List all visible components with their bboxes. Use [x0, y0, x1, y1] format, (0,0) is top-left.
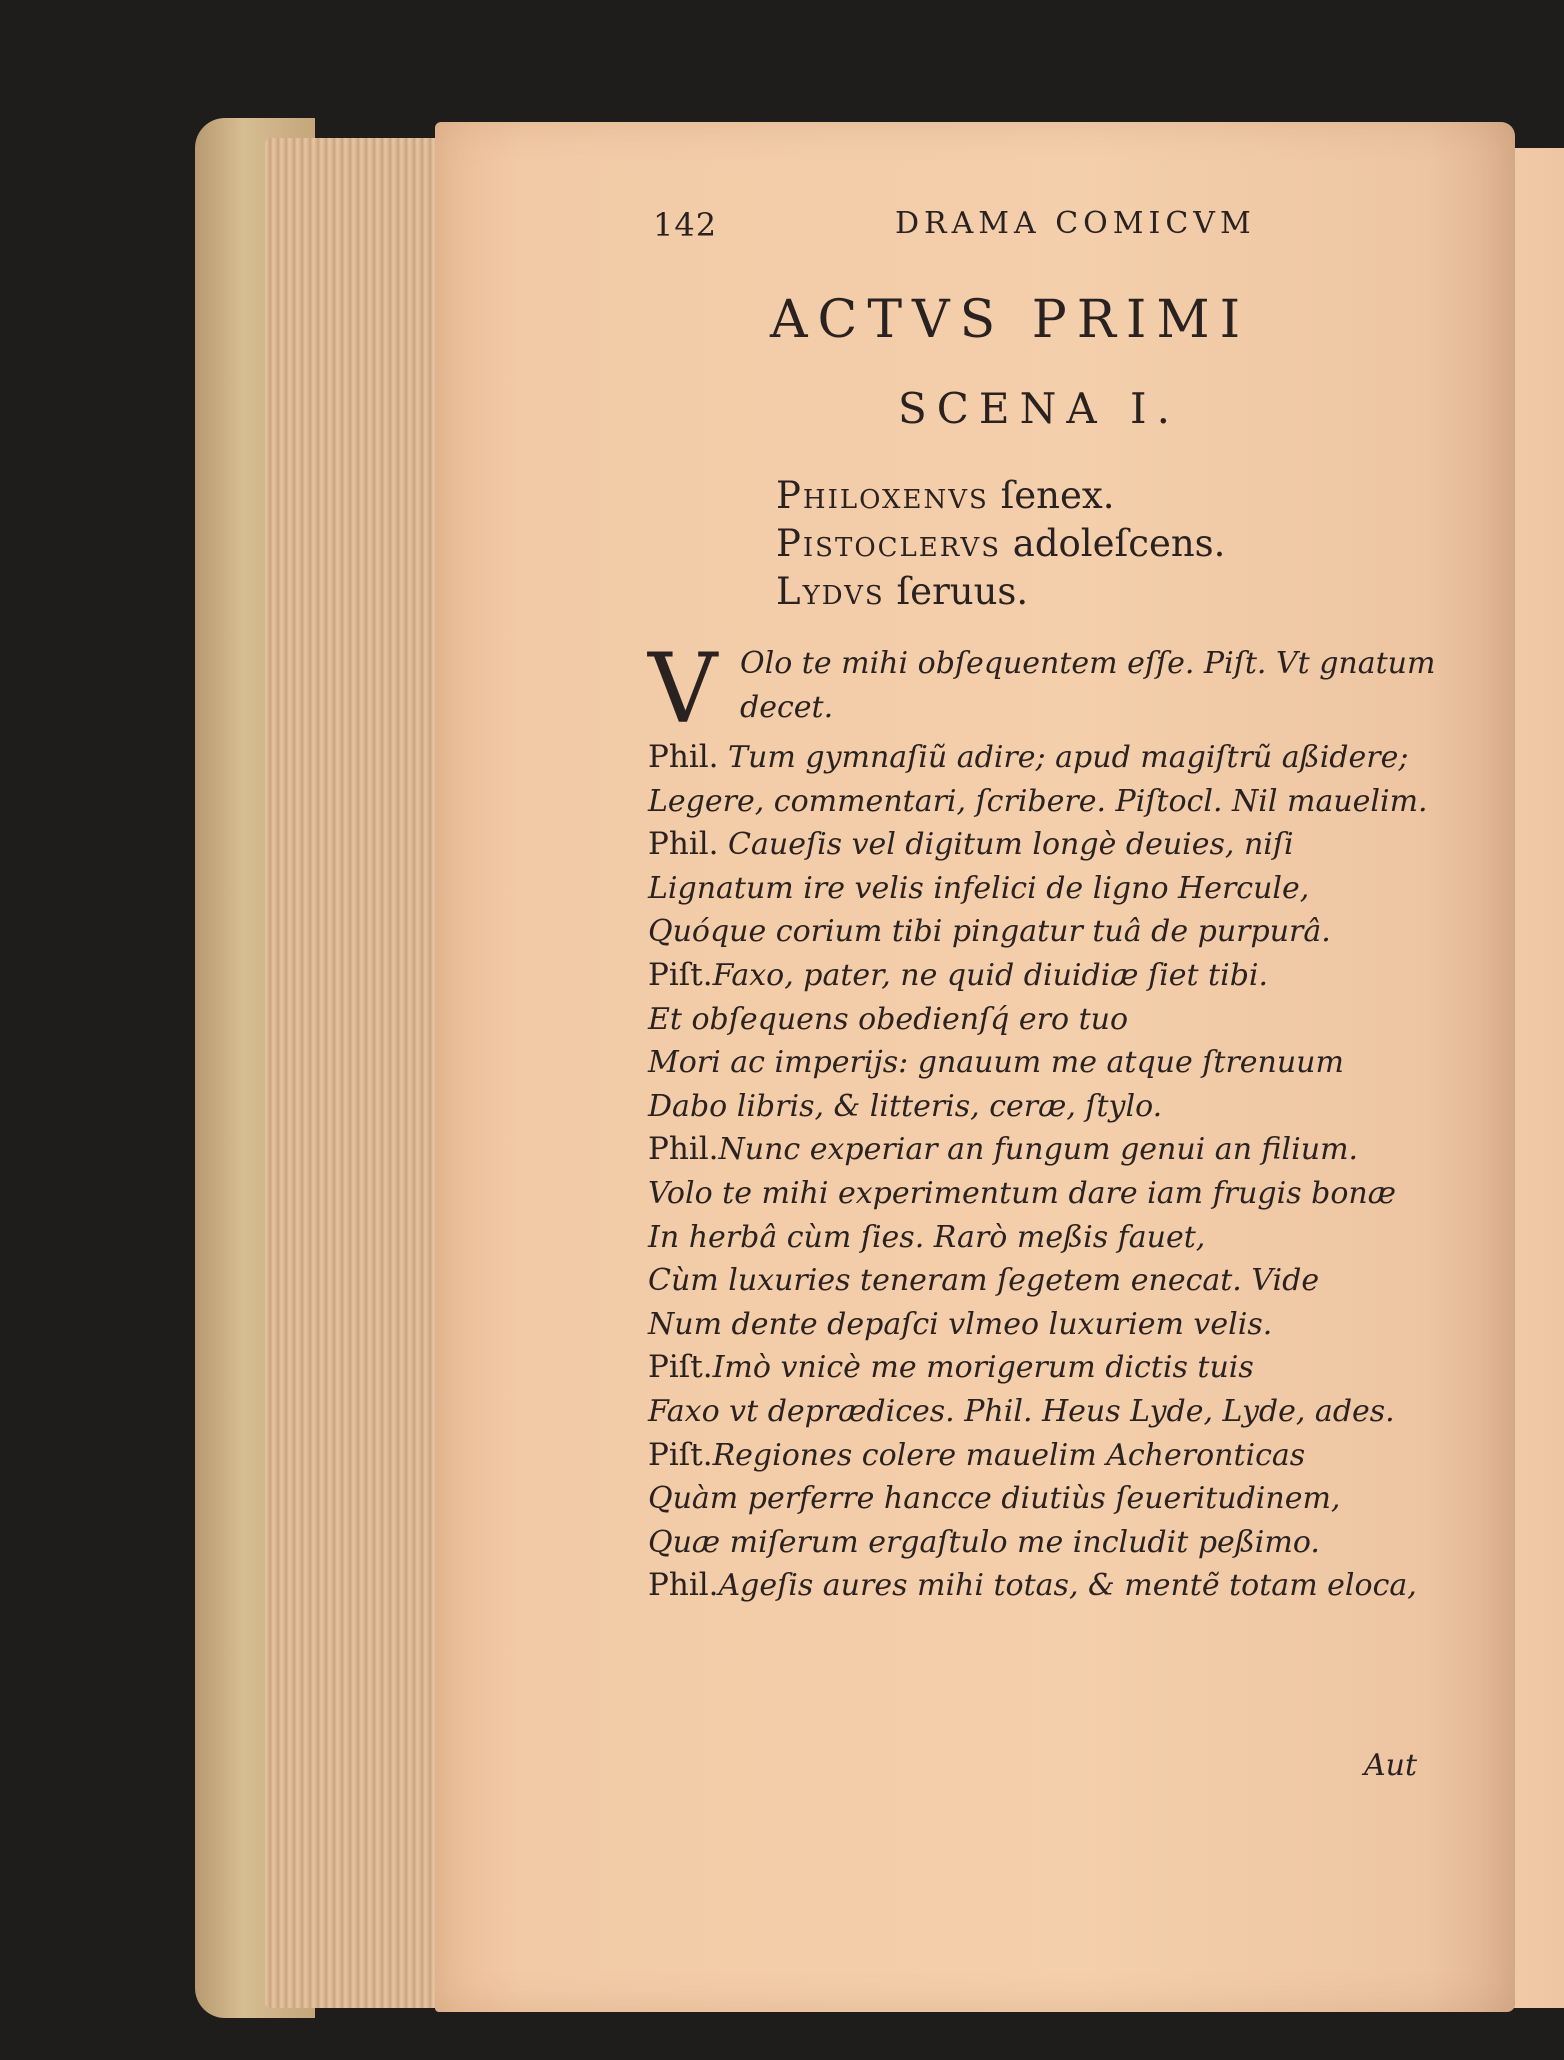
verse-line	[648, 823, 1428, 867]
dramatis-personae	[776, 472, 1225, 616]
page-number: 142	[653, 206, 718, 244]
speaker-label: Piſt.	[648, 1349, 713, 1386]
verse-line	[648, 910, 1428, 954]
line-text: Dabo libris, & litteris, ceræ, ſtylo.	[648, 1088, 1163, 1124]
scene-heading: SCENA I.	[898, 384, 1180, 433]
persona-role: adoleſcens.	[1012, 522, 1226, 565]
verse-line	[648, 1172, 1428, 1216]
catchword: Aut	[1364, 1748, 1418, 1783]
line-text: Faxo vt deprædices. Phil. Heus Lyde, Lyde, ades.	[648, 1393, 1395, 1429]
speaker-label: Phil.	[648, 826, 719, 863]
line-text: Quæ miſerum ergaſtulo me includit peßimo.	[648, 1524, 1320, 1560]
persona-name: Pistoclervs	[776, 522, 1002, 565]
line-text: Faxo, pater, ne quid diuidiæ ſiet tibi.	[712, 957, 1269, 993]
speaker-label: Phil.	[648, 1131, 719, 1168]
line-text: Imò vnicè me morigerum dictis tuis	[712, 1350, 1254, 1386]
persona	[776, 520, 1225, 568]
line-text: Cùm luxuries teneram ſegetem enecat. Vide	[648, 1263, 1320, 1299]
verse-line	[648, 1085, 1428, 1129]
persona-role: ſenex.	[1000, 474, 1115, 517]
line-text: Volo te mihi experimentum dare iam frugis bonæ	[648, 1175, 1396, 1211]
line-text: Et obſequens obedienſq́ ero tuo	[648, 1001, 1129, 1037]
act-heading: ACTVS PRIMI	[770, 290, 1251, 350]
line-text: Legere, commentari, ſcribere. Piſtocl. Nil mauelim.	[648, 783, 1428, 819]
verse-line	[648, 954, 1428, 998]
page-stack-edge	[265, 138, 445, 2008]
verse-line	[648, 1259, 1428, 1303]
verse-line	[648, 1477, 1428, 1521]
line-text: Lignatum ire velis infelici de ligno Hercule,	[648, 870, 1310, 906]
speaker-label: Phil.	[648, 739, 719, 775]
running-title: DRAMA COMICVM	[895, 206, 1256, 241]
verse-line	[648, 1390, 1428, 1434]
line-text: Quàm perferre hancce diutiùs ſeueritudinem,	[648, 1481, 1341, 1517]
line-text: Mori ac imperijs: gnauum me atque ſtrenuum	[648, 1045, 1344, 1081]
line-text: Ageſis aures mihi totas, & mentẽ totam eloca,	[718, 1568, 1417, 1604]
speaker-label: Piſt.	[648, 956, 713, 993]
verse-line	[648, 780, 1428, 824]
verse-line	[648, 1346, 1428, 1390]
line-text: Quóque corium tibi pingatur tuâ de purpurâ.	[648, 914, 1331, 950]
verse-line	[648, 1564, 1428, 1608]
drop-cap: V	[648, 633, 718, 745]
verse-line	[648, 1041, 1428, 1085]
line-text: In herbâ cùm ſies. Rarò meßis fauet,	[648, 1219, 1206, 1255]
persona-name: Philoxenvs	[776, 474, 989, 517]
running-head	[653, 206, 1293, 256]
persona	[776, 568, 1225, 616]
first-line: Olo te mihi obſequentem eſſe. Piſt. Vt gnatum	[740, 646, 1436, 681]
verse-line	[648, 736, 1428, 780]
first-line-continuation: decet.	[740, 690, 834, 725]
persona-name: Lydvs	[776, 570, 885, 613]
line-text: Caueſis vel digitum longè deuies, niſi	[718, 827, 1294, 863]
verse-line	[648, 867, 1428, 911]
verse-line	[648, 1128, 1428, 1172]
line-text: Regiones colere mauelim Acheronticas	[712, 1437, 1306, 1473]
speaker-label: Piſt.	[648, 1436, 713, 1473]
verse-line	[648, 998, 1428, 1042]
speaker-label: Phil.	[648, 1567, 719, 1604]
line-text: Nunc experiar an fungum genui an filium.	[718, 1132, 1359, 1168]
verse-lines	[648, 736, 1428, 1608]
persona-role: ſeruus.	[896, 570, 1029, 613]
verse-line	[648, 1434, 1428, 1478]
line-text: Tum gymnaſiũ adire; apud magiſtrũ aßidere;	[718, 740, 1409, 775]
verse-line	[648, 1216, 1428, 1260]
verse-line	[648, 1303, 1428, 1347]
persona	[776, 472, 1225, 520]
verse-line	[648, 1521, 1428, 1565]
line-text: Num dente depaſci vlmeo luxuriem velis.	[648, 1306, 1273, 1342]
